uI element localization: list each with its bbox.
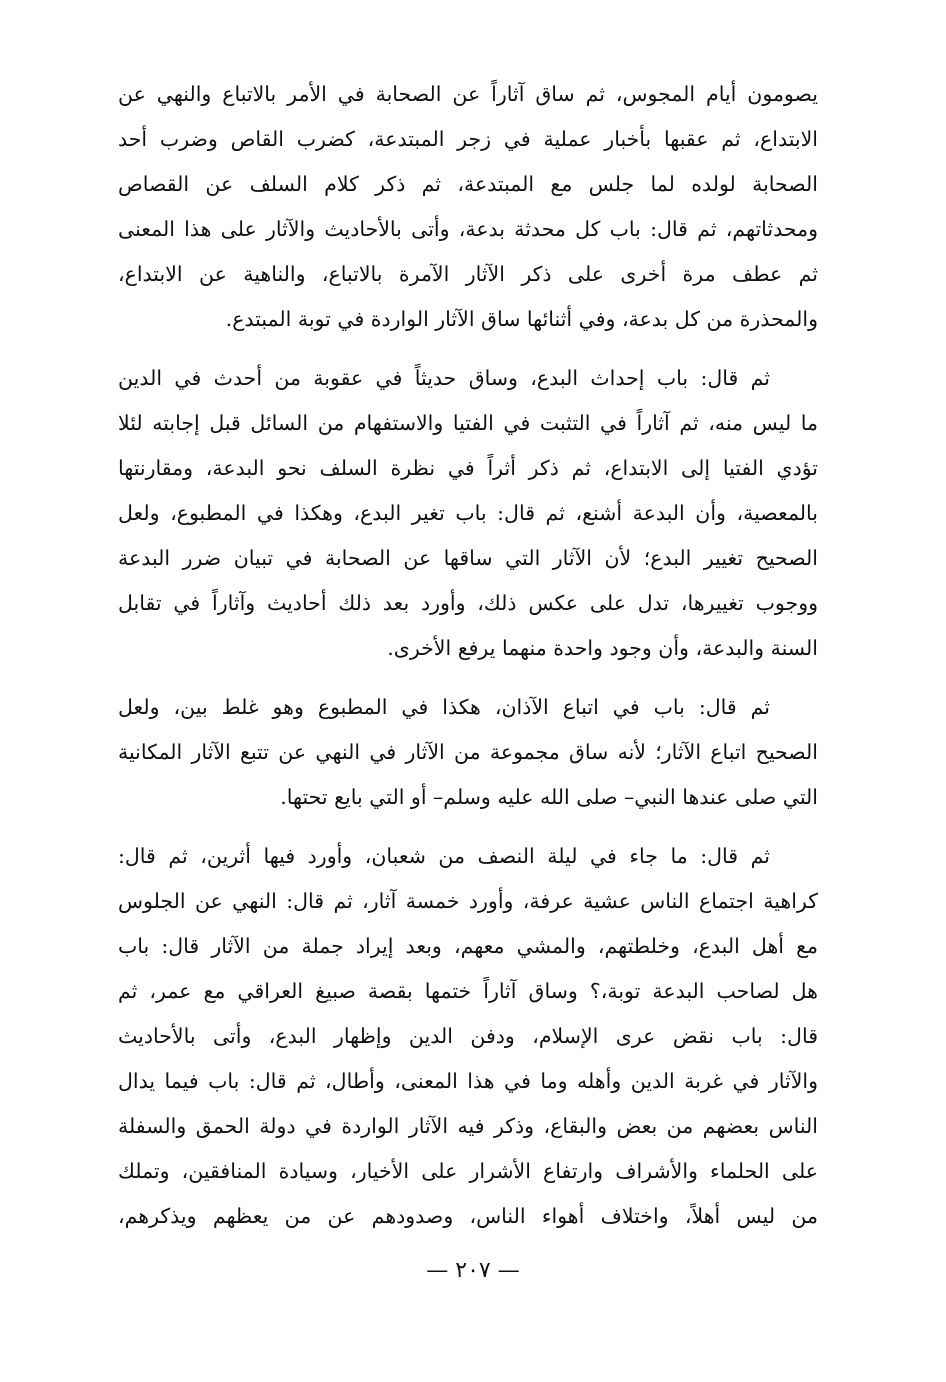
text-line: الصحابة لولده لما جلس مع المبتدعة، ثم ذكر كلام السلف عن القصاص [118,172,818,196]
text-line: مع أهل البدع، وخلطتهم، والمشي معهم، وبعد إيراد جملة من الآثار قال: باب [118,934,818,958]
text-line: ثم عطف مرة أخرى على ذكر الآثار الآمرة بالاتباع، والناهية عن الابتداع، [118,262,818,286]
text-line: على الحلماء والأشراف وارتفاع الأشرار على الأخيار، وسيادة المنافقين، وتملك [118,1159,818,1183]
text-line: والمحذرة من كل بدعة، وفي أثنائها ساق الآثار الواردة في توبة المبتدع. [225,307,818,331]
paragraph-1 [118,72,818,342]
text-line: التي صلى عندها النبي– صلى الله عليه وسلم– أو التي بايع تحتها. [280,785,818,809]
page-number: — ٢٠٧ — [426,1258,520,1283]
text-line: الناس بعضهم من بعض والبقاع، وذكر فيه الآثار الواردة في دولة الحمق والسفلة [118,1114,818,1138]
text-line: قال: باب نقض عرى الإسلام، ودفن الدين وإظهار البدع، وأتى بالأحاديث [118,1024,818,1048]
text-line: ووجوب تغييرها، تدل على عكس ذلك، وأورد بعد ذلك أحاديث وآثاراً في تقابل [118,591,818,615]
text-line: الصحيح اتباع الآثار؛ لأنه ساق مجموعة من الآثار في النهي عن تتبع الآثار المكانية [118,740,818,764]
text-line: السنة والبدعة، وأن وجود واحدة منهما يرفع الأخرى. [387,636,818,660]
text-line: بالمعصية، وأن البدعة أشنع، ثم قال: باب تغير البدع، وهكذا في المطبوع، ولعل [118,501,818,525]
text-line: هل لصاحب البدعة توبة،؟ وساق آثاراً ختمها بقصة صبيغ العراقي مع عمر، ثم [118,979,818,1003]
text-line: الصحيح تغيير البدع؛ لأن الآثار التي ساقها عن الصحابة في تبيان ضرر البدعة [118,546,818,570]
text-line: يصومون أيام المجوس، ثم ساق آثاراً عن الصحابة في الأمر بالاتباع والنهي عن [118,82,818,106]
paragraph-3 [118,685,818,820]
text-line: من ليس أهلاً، واختلاف أهواء الناس، وصدودهم عن من يعظهم ويذكرهم، [118,1204,818,1228]
text-line: الابتداع، ثم عقبها بأخبار عملية في زجر المبتدعة، كضرب القاص وضرب أحد [118,127,818,151]
text-line: كراهية اجتماع الناس عشية عرفة، وأورد خمسة آثار، ثم قال: النهي عن الجلوس [118,889,818,913]
text-line: ما ليس منه، ثم آثاراً في التثبت في الفتيا والاستفهام من السائل قبل إجابته لئلا [118,411,818,435]
text-line: ومحدثاتهم، ثم قال: باب كل محدثة بدعة، وأتى بالأحاديث والآثار على هذا المعنى [118,217,818,241]
text-line: ثم قال: باب إحداث البدع، وساق حديثاً في عقوبة من أحدث في الدين [118,366,770,390]
text-line: ثم قال: ما جاء في ليلة النصف من شعبان، وأورد فيها أثرين، ثم قال: [118,844,770,868]
text-line: تؤدي الفتيا إلى الابتداع، ثم ذكر أثراً في نظرة السلف نحو البدعة، ومقارنتها [118,456,818,480]
page-body [118,72,818,1302]
paragraph-2 [118,356,818,671]
text-line: والآثار في غربة الدين وأهله وما في هذا المعنى، وأطال، ثم قال: باب فيما يدال [118,1069,818,1093]
text-line: ثم قال: باب في اتباع الآذان، هكذا في المطبوع وهو غلط بين، ولعل [118,695,770,719]
paragraph-4 [118,834,818,1239]
